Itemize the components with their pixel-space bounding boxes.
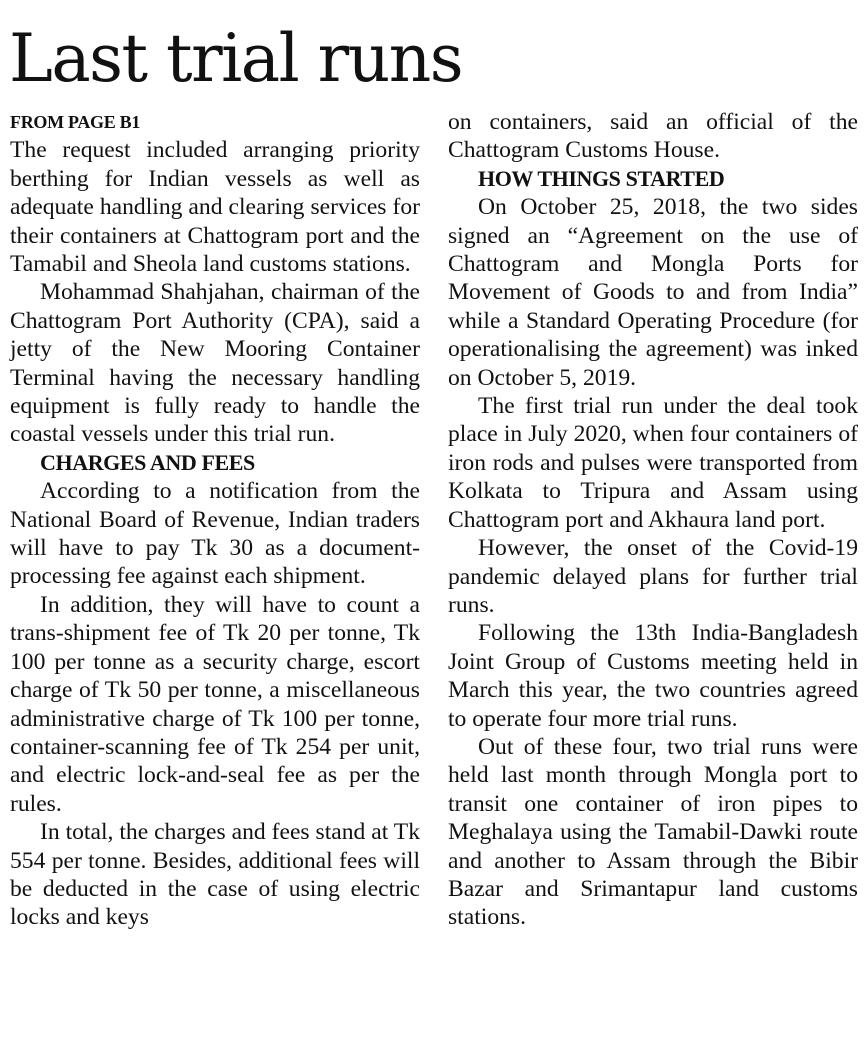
paragraph: In addition, they will have to count a trans-shipment fee of Tk 20 per tonne, Tk 100 per tonne as a security charge, escort charge of Tk 50 per tonne, a miscellaneous administrative charge of Tk 100 per tonne, container-scanning fee of Tk 254 per unit, and electric lock-and-seal fee as per the rules. — [10, 591, 420, 817]
paragraph: According to a notification from the National Board of Revenue, Indian traders will have to pay Tk 30 as a document-processing fee against each shipment. — [10, 478, 420, 590]
article-column-left — [10, 108, 420, 932]
subhead-how-things-started: HOW THINGS STARTED — [478, 165, 725, 191]
continuation-kicker: FROM PAGE B1 — [10, 112, 141, 132]
paragraph: Following the 13th India-Bangladesh Joint Group of Customs meeting held in March this year, the two countries agreed to operate four more trial runs. — [448, 620, 858, 732]
paragraph-continuation: on containers, said an official of the Chattogram Customs House. — [448, 109, 858, 164]
subhead-charges-and-fees: CHARGES AND FEES — [40, 449, 255, 475]
paragraph: Out of these four, two trial runs were held last month through Mongla port to transit one container of iron pipes to Meghalaya using the Tamabil-Dawki route and another to Assam through the Bibir Bazar and Srimantapur land customs stations. — [448, 733, 858, 931]
headline: Last trial runs — [9, 20, 463, 97]
paragraph: The first trial run under the deal took place in July 2020, when four containers of iron rods and pulses were transported from Kolkata to Tripura and Assam using Chattogram port and Akhaura land port. — [448, 393, 858, 533]
article-column-right — [448, 108, 858, 932]
paragraph: In total, the charges and fees stand at Tk 554 per tonne. Besides, additional fees will be deducted in the case of using electric locks and keys — [10, 819, 420, 931]
paragraph: On October 25, 2018, the two sides signed an “Agreement on the use of Chattogram and Mongla Ports for Movement of Goods to and from India” while a Standard Operating Procedure (for operationalising the agreement) was inked on October 5, 2019. — [448, 194, 858, 391]
paragraph: The request included arranging priority berthing for Indian vessels as well as adequate handling and clearing services for their containers at Chattogram port and the Tamabil and Sheola land customs stations. — [10, 137, 420, 278]
paragraph: Mohammad Shahjahan, chairman of the Chattogram Port Authority (CPA), said a jetty of the New Mooring Container Terminal having the necessary handling equipment is fully ready to handle the coastal vessels under this trial run. — [10, 279, 420, 448]
paragraph: However, the onset of the Covid-19 pandemic delayed plans for further trial runs. — [448, 535, 858, 618]
